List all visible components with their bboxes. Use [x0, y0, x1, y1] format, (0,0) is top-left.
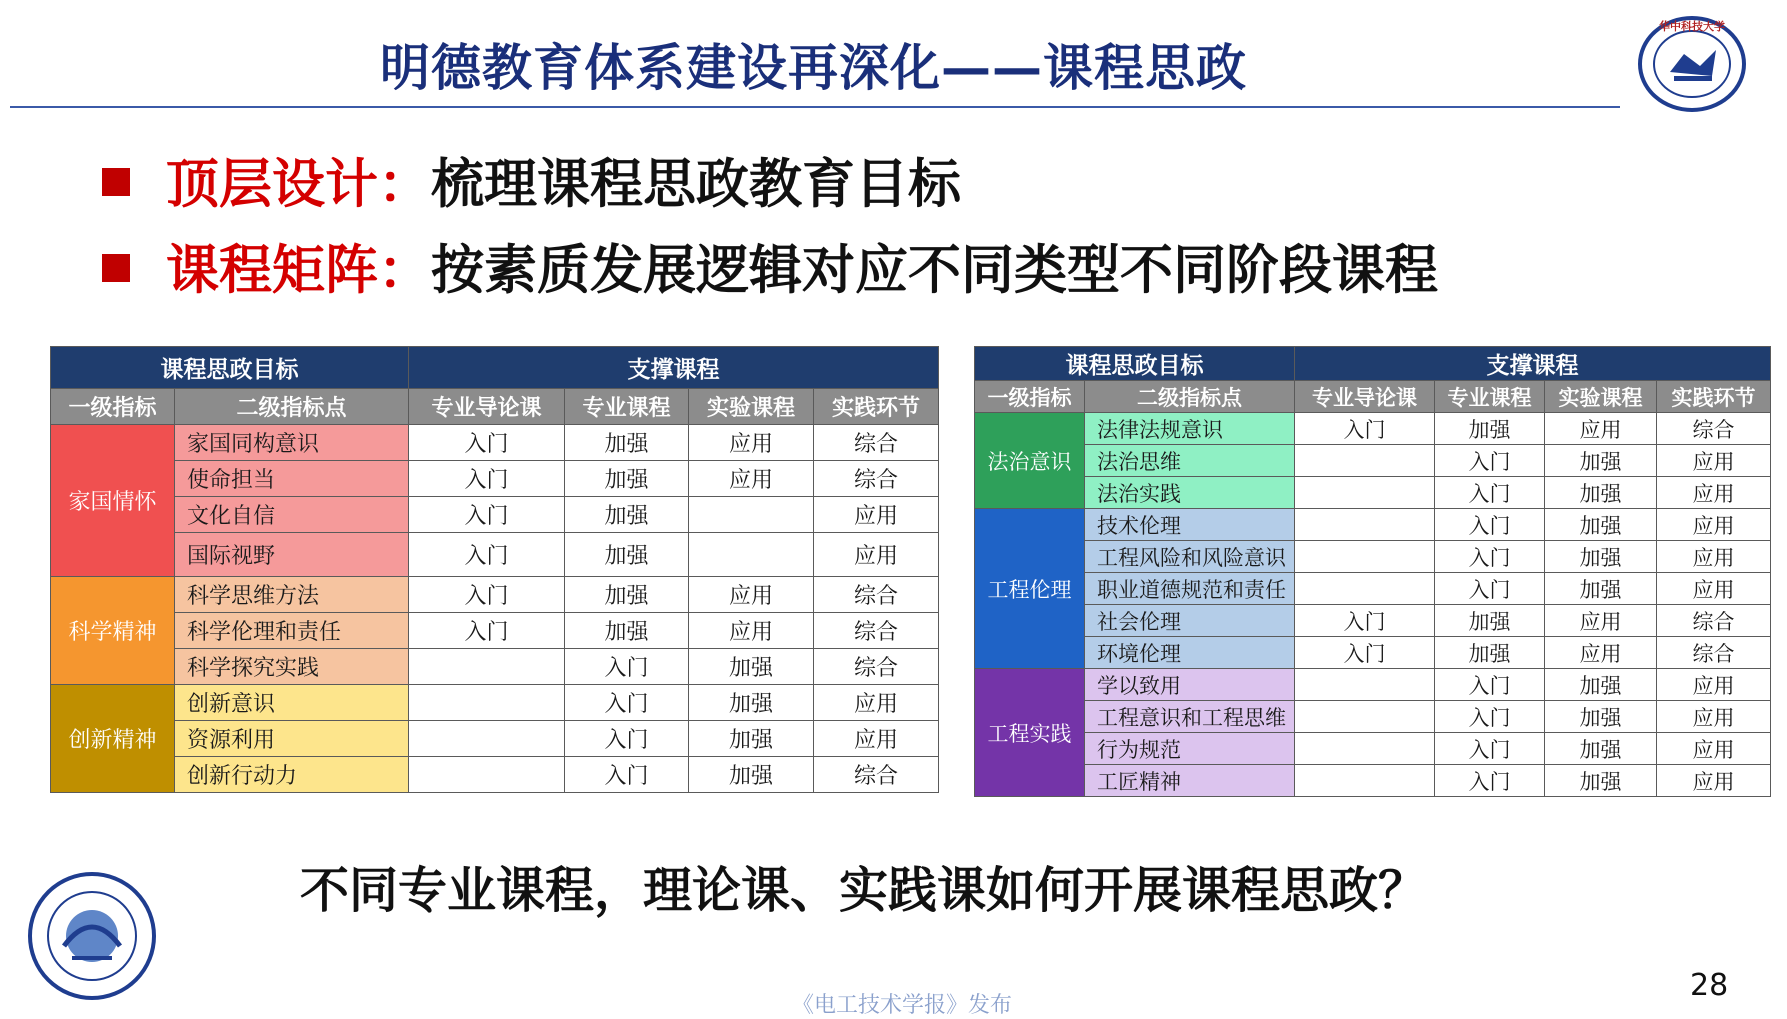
secondary-indicator-cell: 资源利用 [175, 721, 409, 757]
course-level-cell: 加强 [689, 649, 814, 685]
table-row [51, 497, 939, 533]
course-level-cell [1295, 445, 1435, 477]
secondary-indicator-cell: 科学探究实践 [175, 649, 409, 685]
table-row [51, 685, 939, 721]
col-header: 一级指标 [51, 389, 175, 425]
course-level-cell: 入门 [409, 497, 565, 533]
col-header: 实践环节 [1657, 381, 1771, 413]
course-level-cell: 入门 [565, 757, 689, 793]
course-level-cell: 综合 [814, 425, 939, 461]
course-level-cell: 应用 [1657, 765, 1771, 797]
course-level-cell [1295, 573, 1435, 605]
col-header: 二级指标点 [1085, 381, 1295, 413]
course-level-cell: 入门 [409, 613, 565, 649]
secondary-indicator-cell: 技术伦理 [1085, 509, 1295, 541]
course-level-cell: 加强 [565, 577, 689, 613]
course-level-cell: 加强 [565, 497, 689, 533]
course-level-cell: 加强 [1545, 701, 1657, 733]
table-row [975, 541, 1771, 573]
course-level-cell [689, 497, 814, 533]
course-level-cell: 应用 [1657, 445, 1771, 477]
secondary-indicator-cell: 创新意识 [175, 685, 409, 721]
course-level-cell: 入门 [409, 461, 565, 497]
secondary-indicator-cell: 创新行动力 [175, 757, 409, 793]
course-level-cell: 入门 [1435, 669, 1545, 701]
course-level-cell: 综合 [814, 461, 939, 497]
secondary-indicator-cell: 法律法规意识 [1085, 413, 1295, 445]
course-level-cell: 入门 [409, 533, 565, 577]
bullet-course-matrix: 课程矩阵：按素质发展逻辑对应不同类型不同阶段课程 [102, 228, 1438, 304]
col-header: 专业导论课 [1295, 381, 1435, 413]
goal-header: 课程思政目标 [51, 347, 409, 389]
discussion-question: 不同专业课程，理论课、实践课如何开展课程思政？ [300, 862, 1428, 919]
course-level-cell: 综合 [814, 577, 939, 613]
course-level-cell: 应用 [689, 425, 814, 461]
course-level-cell: 应用 [814, 497, 939, 533]
col-header: 实验课程 [1545, 381, 1657, 413]
school-seal-icon [24, 868, 160, 1004]
col-header: 一级指标 [975, 381, 1085, 413]
source-caption: 《电工技术学报》发布 [792, 993, 1013, 1018]
course-level-cell: 加强 [1545, 509, 1657, 541]
course-level-cell: 应用 [1657, 541, 1771, 573]
table-row [51, 577, 939, 613]
primary-indicator-cell: 工程实践 [975, 669, 1085, 797]
secondary-indicator-cell: 科学伦理和责任 [175, 613, 409, 649]
table-row [51, 613, 939, 649]
course-level-cell [1295, 541, 1435, 573]
bullet-top-design: 顶层设计：梳理课程思政教育目标 [102, 142, 961, 218]
course-level-cell: 应用 [814, 533, 939, 577]
table-row [975, 701, 1771, 733]
course-level-cell: 加强 [565, 613, 689, 649]
course-level-cell [409, 757, 565, 793]
table-row [975, 509, 1771, 541]
table-row [975, 669, 1771, 701]
course-level-cell: 应用 [1545, 413, 1657, 445]
course-level-cell: 加强 [1545, 541, 1657, 573]
left-matrix-table [50, 346, 939, 793]
support-header: 支撑课程 [1295, 347, 1771, 381]
table-row [975, 477, 1771, 509]
support-header: 支撑课程 [409, 347, 939, 389]
secondary-indicator-cell: 社会伦理 [1085, 605, 1295, 637]
secondary-indicator-cell: 使命担当 [175, 461, 409, 497]
course-level-cell [409, 649, 565, 685]
secondary-indicator-cell: 行为规范 [1085, 733, 1295, 765]
course-level-cell: 加强 [565, 461, 689, 497]
course-level-cell [1295, 765, 1435, 797]
course-level-cell: 应用 [689, 613, 814, 649]
course-level-cell: 入门 [565, 649, 689, 685]
course-level-cell: 加强 [1545, 765, 1657, 797]
table-row [51, 649, 939, 685]
goal-header: 课程思政目标 [975, 347, 1295, 381]
secondary-indicator-cell: 工程风险和风险意识 [1085, 541, 1295, 573]
secondary-indicator-cell: 环境伦理 [1085, 637, 1295, 669]
course-level-cell: 应用 [1657, 477, 1771, 509]
course-level-cell [1295, 701, 1435, 733]
course-level-cell: 入门 [1295, 413, 1435, 445]
table-row [51, 461, 939, 497]
primary-indicator-cell: 科学精神 [51, 577, 175, 685]
col-header: 二级指标点 [175, 389, 409, 425]
secondary-indicator-cell: 科学思维方法 [175, 577, 409, 613]
col-header: 实践环节 [814, 389, 939, 425]
course-level-cell [1295, 509, 1435, 541]
course-level-cell [689, 533, 814, 577]
secondary-indicator-cell: 法治实践 [1085, 477, 1295, 509]
table-row [51, 721, 939, 757]
course-level-cell: 应用 [1545, 605, 1657, 637]
course-level-cell: 应用 [1657, 573, 1771, 605]
course-level-cell: 应用 [1545, 637, 1657, 669]
right-matrix-table [974, 346, 1771, 797]
table-row [975, 733, 1771, 765]
col-header: 专业课程 [565, 389, 689, 425]
secondary-indicator-cell: 家国同构意识 [175, 425, 409, 461]
table-row [975, 765, 1771, 797]
table-row [51, 533, 939, 577]
course-level-cell: 入门 [1435, 701, 1545, 733]
course-level-cell: 入门 [1435, 477, 1545, 509]
table-row [975, 605, 1771, 637]
table-row [51, 425, 939, 461]
table-row [975, 637, 1771, 669]
course-level-cell: 入门 [565, 685, 689, 721]
course-level-cell: 入门 [1435, 541, 1545, 573]
bullet-square-icon [102, 168, 130, 196]
course-level-cell [1295, 733, 1435, 765]
course-level-cell: 应用 [689, 577, 814, 613]
primary-indicator-cell: 创新精神 [51, 685, 175, 793]
title-divider [10, 106, 1620, 108]
secondary-indicator-cell: 工匠精神 [1085, 765, 1295, 797]
course-level-cell: 加强 [565, 425, 689, 461]
course-level-cell: 入门 [409, 425, 565, 461]
course-level-cell: 入门 [565, 721, 689, 757]
course-level-cell: 加强 [1545, 445, 1657, 477]
slide-title: 明德教育体系建设再深化——课程思政 [380, 39, 1247, 97]
table-row [975, 445, 1771, 477]
course-level-cell: 综合 [1657, 637, 1771, 669]
col-header: 实验课程 [689, 389, 814, 425]
course-level-cell: 应用 [814, 685, 939, 721]
secondary-indicator-cell: 法治思维 [1085, 445, 1295, 477]
course-level-cell: 加强 [1435, 605, 1545, 637]
secondary-indicator-cell: 学以致用 [1085, 669, 1295, 701]
seal-text: 华中科技大学 [1659, 20, 1725, 33]
course-level-cell: 入门 [1435, 765, 1545, 797]
course-level-cell: 应用 [1657, 669, 1771, 701]
course-level-cell [409, 685, 565, 721]
page-number: 28 [1690, 968, 1729, 1003]
course-level-cell: 加强 [689, 721, 814, 757]
course-level-cell: 加强 [1545, 573, 1657, 605]
course-level-cell [1295, 669, 1435, 701]
course-level-cell: 综合 [1657, 413, 1771, 445]
course-level-cell: 应用 [1657, 701, 1771, 733]
course-level-cell: 应用 [1657, 733, 1771, 765]
course-level-cell: 加强 [565, 533, 689, 577]
course-level-cell: 加强 [1545, 477, 1657, 509]
course-level-cell: 入门 [1295, 637, 1435, 669]
primary-indicator-cell: 家国情怀 [51, 425, 175, 577]
course-level-cell: 入门 [1435, 445, 1545, 477]
col-header: 专业课程 [1435, 381, 1545, 413]
table-row [975, 573, 1771, 605]
course-level-cell: 加强 [1545, 669, 1657, 701]
course-level-cell: 入门 [409, 577, 565, 613]
secondary-indicator-cell: 工程意识和工程思维 [1085, 701, 1295, 733]
col-header: 专业导论课 [409, 389, 565, 425]
course-level-cell [1295, 477, 1435, 509]
course-level-cell: 入门 [1435, 509, 1545, 541]
course-level-cell: 加强 [689, 757, 814, 793]
course-level-cell: 入门 [1295, 605, 1435, 637]
table-row [51, 757, 939, 793]
course-level-cell: 综合 [1657, 605, 1771, 637]
course-level-cell: 应用 [1657, 509, 1771, 541]
secondary-indicator-cell: 国际视野 [175, 533, 409, 577]
course-level-cell: 综合 [814, 649, 939, 685]
course-level-cell: 加强 [689, 685, 814, 721]
primary-indicator-cell: 工程伦理 [975, 509, 1085, 669]
course-level-cell: 入门 [1435, 573, 1545, 605]
secondary-indicator-cell: 文化自信 [175, 497, 409, 533]
course-level-cell [409, 721, 565, 757]
course-level-cell: 入门 [1435, 733, 1545, 765]
secondary-indicator-cell: 职业道德规范和责任 [1085, 573, 1295, 605]
bullet-square-icon [102, 254, 130, 282]
course-level-cell: 综合 [814, 613, 939, 649]
course-level-cell: 加强 [1545, 733, 1657, 765]
university-seal-icon [1622, 14, 1762, 114]
table-row [975, 413, 1771, 445]
course-level-cell: 加强 [1435, 413, 1545, 445]
course-level-cell: 应用 [689, 461, 814, 497]
primary-indicator-cell: 法治意识 [975, 413, 1085, 509]
course-level-cell: 综合 [814, 757, 939, 793]
course-level-cell: 应用 [814, 721, 939, 757]
course-level-cell: 加强 [1435, 637, 1545, 669]
